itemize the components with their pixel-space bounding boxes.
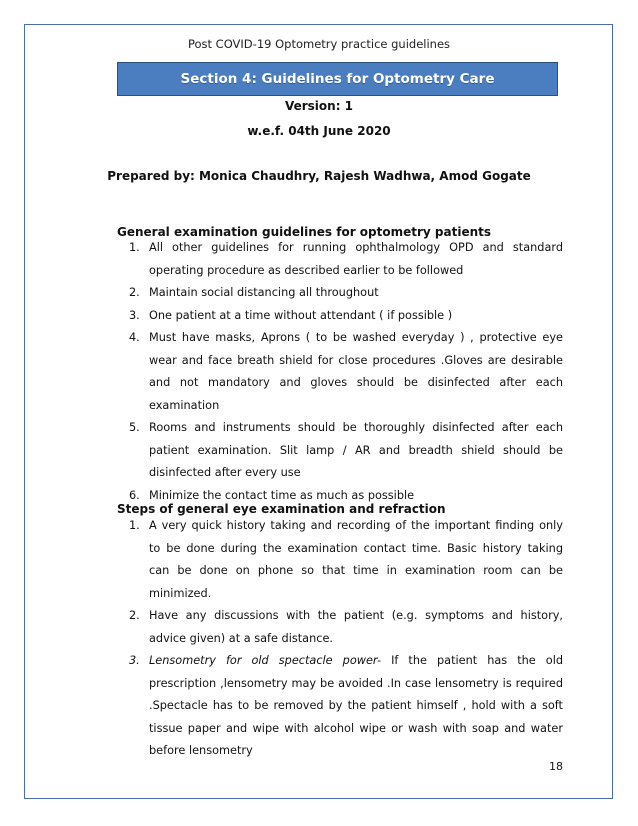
section-banner [117,62,558,96]
section-title: Section 4: Guidelines for Optometry Care [180,71,495,87]
exam-steps-heading: Steps of general eye examination and refraction [117,502,446,516]
list-item-text: If the patient has the old prescription ,lensometry may be avoided .In case lensometry is required .Spectacle has to be removed by the patient himself , hold with a soft tissue paper and wipe with alcohol wipe or wash with soap and water before lensometry [149,654,564,757]
list-item-text: One patient at a time without attendant ( if possible ) [149,308,453,322]
list-item [117,305,563,328]
list-item-text: Maintain social distancing all throughout [149,286,379,299]
list-item-text: Must have masks, Aprons ( to be washed everyday ) , protective eye wear and face breath shield for close procedures .Gloves are desirable and not mandatory and gloves should be disinfected after each examination [149,331,563,412]
list-item [117,237,563,282]
prepared-by-line: Prepared by: Monica Chaudhry, Rajesh Wadhwa, Amod Gogate [107,169,531,183]
list-item-text: Rooms and instruments should be thoroughly disinfected after each patient examination. Slit lamp / AR and breadth shield should be disinfected after every use [149,421,563,479]
list-item-text: Have any discussions with the patient (e.g. symptoms and history, advice given) at a safe distance. [149,609,563,645]
list-item-number: 4. [129,331,140,344]
list-item-number: 2. [129,609,140,622]
general-guidelines-heading: General examination guidelines for optometry patients [117,225,491,239]
list-item-number: 6. [129,488,140,502]
list-item [117,605,563,650]
list-item-text: All other guidelines for running ophthalmology OPD and standard operating procedure as described earlier to be followed [149,241,563,277]
list-item-italic-lead: Lensometry for old spectacle power- [149,654,382,667]
list-item [117,650,563,763]
page-number: 18 [549,760,563,773]
running-header: Post COVID-19 Optometry practice guidelines [187,37,451,51]
list-item-number: 1. [129,241,140,254]
general-guidelines-list [117,237,563,507]
list-item-text: Minimize the contact time as much as possible [149,488,415,502]
list-item-number: 2. [129,286,140,299]
list-item-number: 1. [129,519,140,532]
list-item-number: 3. [129,308,140,322]
list-item-text: A very quick history taking and recording of the important finding only to be done during the examination contact time. Basic history taking can be done on phone so that time in examination room can be minimized. [149,519,563,600]
list-item-number: 3. [129,654,140,667]
list-item [117,327,563,417]
list-item [117,515,563,605]
list-item [117,417,563,485]
list-item-number: 5. [129,421,140,434]
list-item [117,282,563,305]
effective-date-line: w.e.f. 04th June 2020 [247,124,391,138]
version-line: Version: 1 [284,99,354,113]
exam-steps-list [117,515,563,763]
